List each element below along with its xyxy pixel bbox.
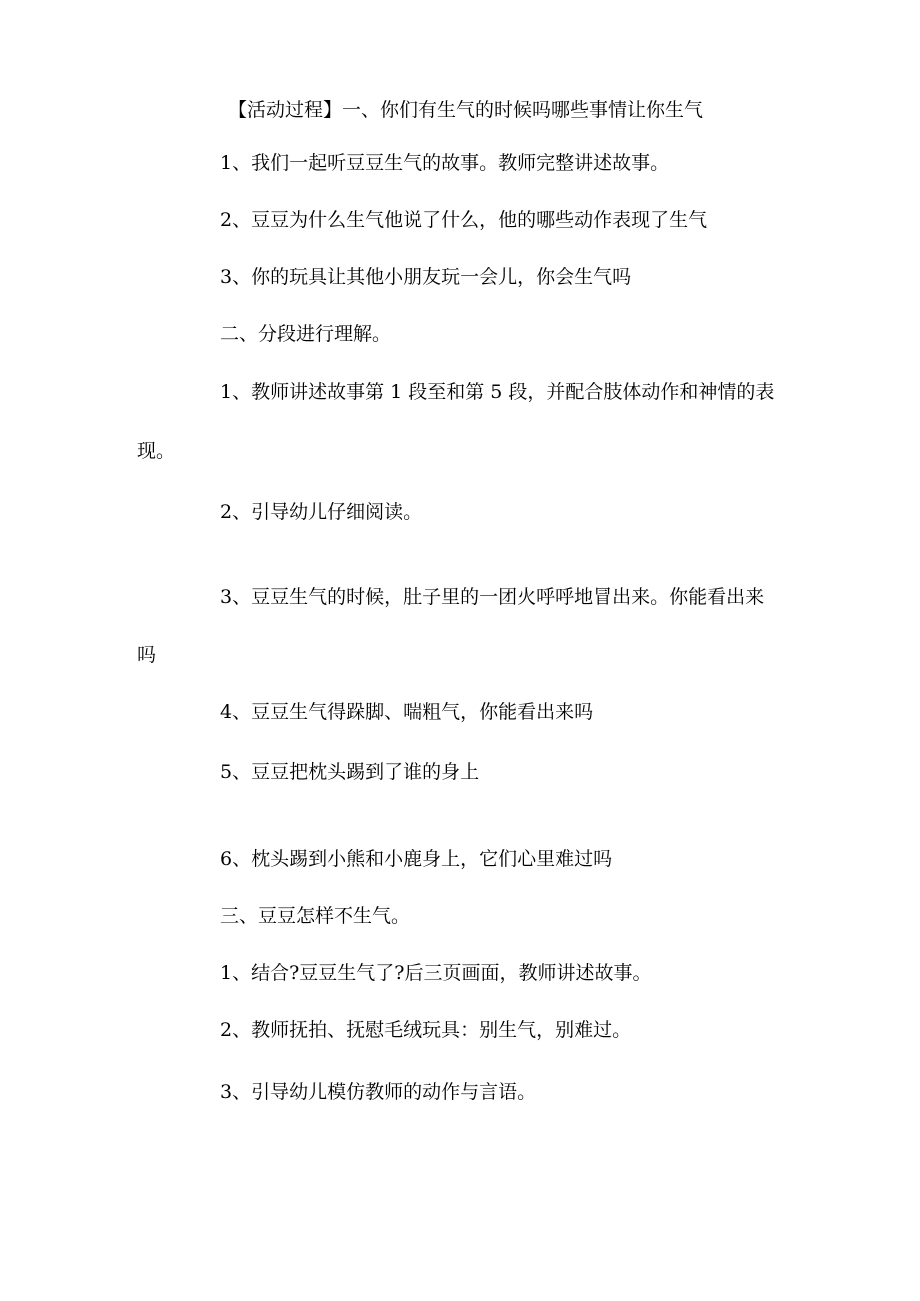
section-heading-three: 三、豆豆怎样不生气。 [220, 905, 411, 927]
paragraph-line: 4、豆豆生气得跺脚、喘粗气，你能看出来吗 [220, 701, 594, 723]
paragraph-line-continued: 吗 [137, 644, 157, 666]
paragraph-line: 1、教师讲述故事第 1 段至和第 5 段，并配合肢体动作和神情的表 [220, 381, 775, 403]
paragraph-line: 6、枕头踢到小熊和小鹿身上，它们心里难过吗 [220, 848, 613, 870]
paragraph-line: 1、结合?豆豆生气了?后三页画面，教师讲述故事。 [220, 962, 652, 984]
paragraph-line: 5、豆豆把枕头踢到了谁的身上 [220, 761, 480, 783]
paragraph-line: 3、你的玩具让其他小朋友玩一会儿，你会生气吗 [220, 266, 632, 288]
paragraph-line: 3、引导幼儿模仿教师的动作与言语。 [220, 1081, 537, 1103]
section-heading-activity-process: 【活动过程】一、你们有生气的时候吗哪些事情让你生气 [228, 99, 704, 121]
paragraph-line: 2、引导幼儿仔细阅读。 [220, 501, 423, 523]
paragraph-line-continued: 现。 [137, 440, 176, 462]
paragraph-line: 1、我们一起听豆豆生气的故事。教师完整讲述故事。 [220, 152, 670, 174]
paragraph-line: 3、豆豆生气的时候，肚子里的一团火呼呼地冒出来。你能看出来 [220, 586, 765, 608]
paragraph-line: 2、豆豆为什么生气他说了什么，他的哪些动作表现了生气 [220, 209, 708, 231]
section-heading-two: 二、分段进行理解。 [220, 323, 392, 345]
paragraph-line: 2、教师抚拍、抚慰毛绒玩具：别生气，别难过。 [220, 1019, 632, 1041]
